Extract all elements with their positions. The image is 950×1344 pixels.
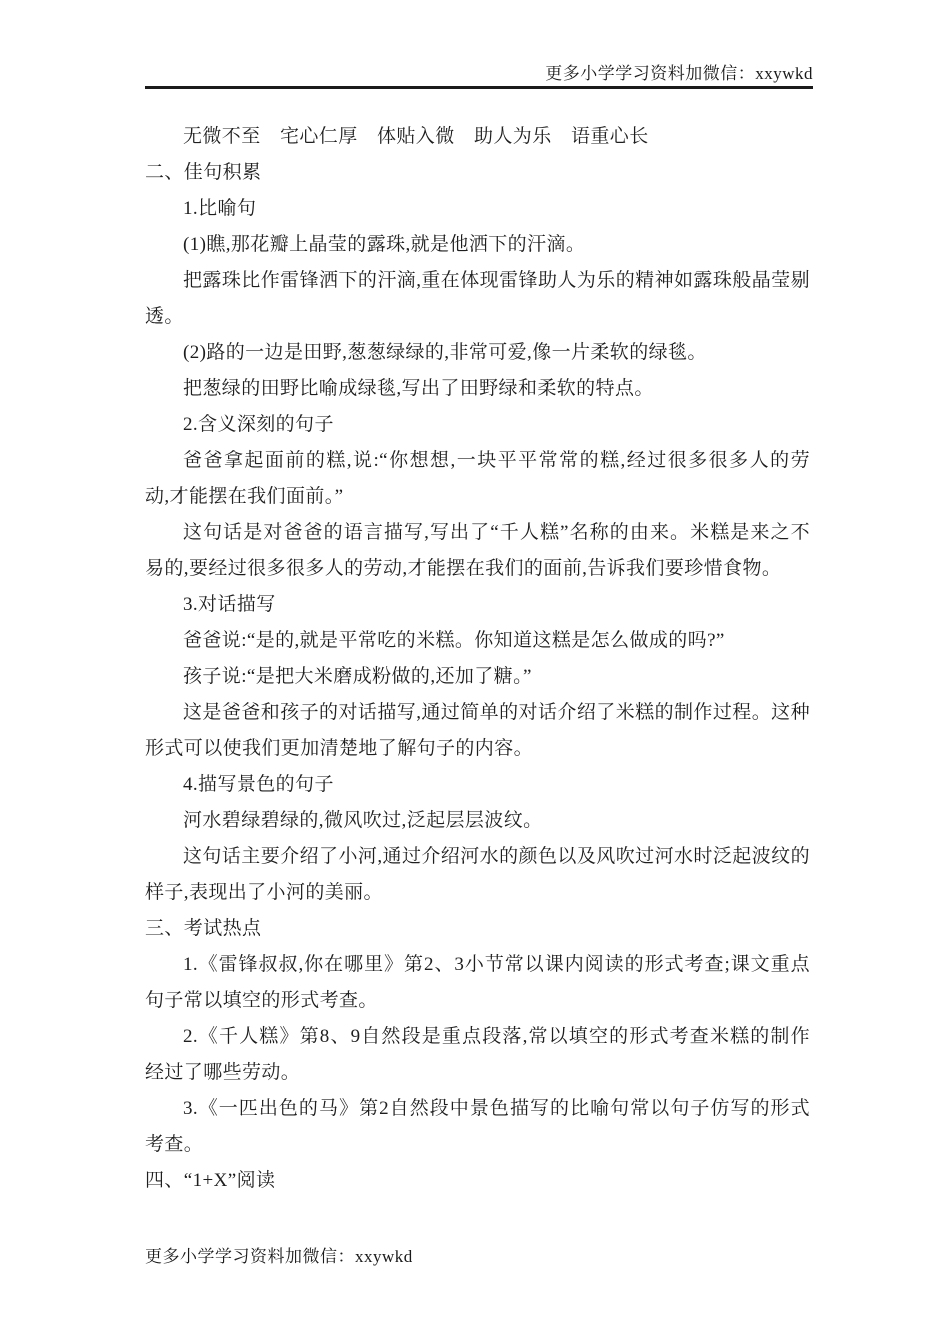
text-line: (2)路的一边是田野,葱葱绿绿的,非常可爱,像一片柔软的绿毯。 (183, 342, 707, 363)
text-line: 把露珠比作雷锋洒下的汗滴,重在体现雷锋助人为乐的精神如露珠般晶莹剔 (183, 270, 810, 291)
text-line: (1)瞧,那花瓣上晶莹的露珠,就是他洒下的汗滴。 (183, 234, 586, 255)
text-line: 这句话主要介绍了小河,通过介绍河水的颜色以及风吹过河水时泛起波纹的 (183, 846, 810, 867)
text-line: 1.《雷锋叔叔,你在哪里》第2、3小节常以课内阅读的形式考查;课文重点 (183, 954, 810, 975)
text-line: 河水碧绿碧绿的,微风吹过,泛起层层波纹。 (183, 810, 543, 831)
header-notice: 更多小学学习资料加微信：xxywkd (545, 64, 813, 83)
text-line: 2.含义深刻的句子 (183, 414, 334, 435)
text-line: 无微不至 宅心仁厚 体贴入微 助人为乐 语重心长 (183, 126, 649, 147)
text-line: 爸爸说:“是的,就是平常吃的米糕。你知道这糕是怎么做成的吗?” (183, 630, 725, 651)
text-line: 样子,表现出了小河的美丽。 (145, 882, 383, 903)
text-line: 二、佳句积累 (145, 162, 262, 183)
text-line: 形式可以使我们更加清楚地了解句子的内容。 (145, 738, 534, 759)
text-line: 3.对话描写 (183, 594, 276, 615)
text-line: 考查。 (145, 1134, 204, 1155)
text-line: 易的,要经过很多很多人的劳动,才能摆在我们的面前,告诉我们要珍惜食物。 (145, 558, 782, 579)
text-line: 1.比喻句 (183, 198, 257, 219)
text-line: 三、考试热点 (145, 918, 262, 939)
text-line: 这句话是对爸爸的语言描写,写出了“千人糕”名称的由来。米糕是来之不 (183, 522, 810, 543)
text-line: 句子常以填空的形式考查。 (145, 990, 378, 1011)
text-line: 透。 (145, 306, 184, 327)
text-line: 2.《千人糕》第8、9自然段是重点段落,常以填空的形式考查米糕的制作 (183, 1026, 810, 1047)
text-line: 4.描写景色的句子 (183, 774, 334, 795)
text-line: 孩子说:“是把大米磨成粉做的,还加了糖。” (183, 666, 532, 687)
text-line: 爸爸拿起面前的糕,说:“你想想,一块平平常常的糕,经过很多很多人的劳 (183, 450, 810, 471)
text-line: 把葱绿的田野比喻成绿毯,写出了田野绿和柔软的特点。 (183, 378, 654, 399)
text-line: 四、“1+X”阅读 (145, 1170, 276, 1191)
footer-notice: 更多小学学习资料加微信：xxywkd (145, 1247, 413, 1266)
text-line: 这是爸爸和孩子的对话描写,通过简单的对话介绍了米糕的制作过程。这种 (183, 702, 810, 723)
text-line: 经过了哪些劳动。 (145, 1062, 301, 1083)
text-line: 动,才能摆在我们面前。” (145, 486, 344, 507)
document-body (145, 119, 810, 1199)
header-divider (145, 86, 813, 89)
text-line: 3.《一匹出色的马》第2自然段中景色描写的比喻句常以句子仿写的形式 (183, 1098, 810, 1119)
